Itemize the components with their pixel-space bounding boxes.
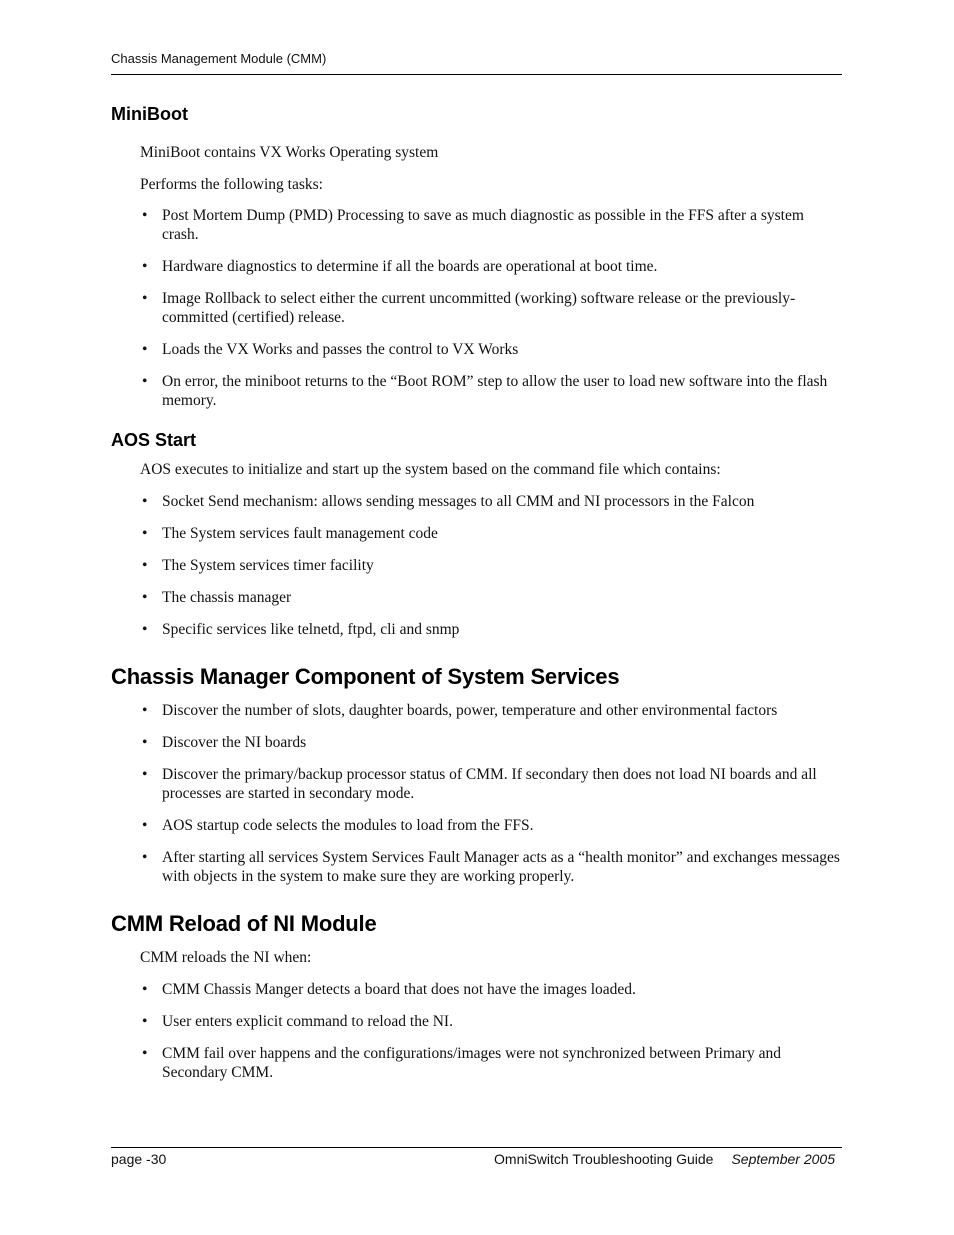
list-item-text: Discover the number of slots, daughter boards, power, temperature and other environmental factors [162, 702, 778, 719]
bullet-icon: • [142, 207, 148, 224]
bullet-icon: • [142, 258, 148, 275]
heading-aos-start: AOS Start [111, 430, 197, 450]
bullet-icon: • [142, 1045, 148, 1062]
list-item [111, 620, 842, 639]
list-item-text: CMM fail over happens and the configurations/images were not synchronized between Primary and Secondary CMM. [162, 1045, 781, 1081]
list-item-text: The System services timer facility [162, 557, 374, 574]
bullet-icon: • [142, 766, 148, 783]
section-chassis-manager [111, 664, 842, 886]
list-item-text: On error, the miniboot returns to the “Boot ROM” step to allow the user to load new software into the flash memory. [162, 373, 828, 409]
page-content [111, 104, 842, 1082]
list-item [111, 701, 842, 720]
heading-chassis-manager: Chassis Manager Component of System Services [111, 664, 620, 689]
list-item [111, 289, 842, 327]
bullet-icon: • [142, 557, 148, 574]
list-item [111, 1044, 842, 1082]
list-item-text: Socket Send mechanism: allows sending messages to all CMM and NI processors in the Falcon [162, 493, 755, 510]
page-number: page -30 [111, 1151, 167, 1167]
bullet-icon: • [142, 621, 148, 638]
list-item [111, 257, 842, 276]
list-item-text: User enters explicit command to reload the NI. [162, 1013, 453, 1030]
list-item [111, 556, 842, 575]
paragraph: MiniBoot contains VX Works Operating system [140, 144, 439, 161]
list-item-text: CMM Chassis Manger detects a board that does not have the images loaded. [162, 981, 636, 998]
publication-date: September 2005 [731, 1151, 835, 1167]
list-item-text: After starting all services System Services Fault Manager acts as a “health monitor” and exchanges messages with objects in the system to make sure they are working properly. [162, 849, 840, 885]
bullet-icon: • [142, 1013, 148, 1030]
list-item-text: AOS startup code selects the modules to load from the FFS. [162, 817, 534, 834]
list-item [111, 733, 842, 752]
footer-title [494, 1151, 835, 1167]
bullet-list [111, 980, 842, 1082]
bullet-icon: • [142, 290, 148, 307]
list-item [111, 1012, 842, 1031]
paragraph: CMM reloads the NI when: [140, 949, 312, 966]
list-item-text: Image Rollback to select either the current uncommitted (working) software release or the previously-committed (certified) release. [162, 290, 796, 326]
list-item [111, 340, 842, 359]
bullet-icon: • [142, 493, 148, 510]
bullet-icon: • [142, 734, 148, 751]
bullet-icon: • [142, 849, 148, 866]
heading-cmm-reload: CMM Reload of NI Module [111, 911, 377, 936]
list-item [111, 206, 842, 244]
footer-rule [111, 1147, 842, 1148]
list-item-text: Hardware diagnostics to determine if all the boards are operational at boot time. [162, 258, 658, 275]
list-item [111, 372, 842, 410]
paragraph: AOS executes to initialize and start up the system based on the command file which contains: [140, 461, 721, 478]
list-item-text: The System services fault management code [162, 525, 438, 542]
list-item [111, 980, 842, 999]
list-item [111, 848, 842, 886]
paragraph: Performs the following tasks: [140, 176, 323, 193]
bullet-list [111, 701, 842, 886]
section-miniboot [111, 104, 842, 410]
list-item [111, 524, 842, 543]
header-rule [111, 74, 842, 75]
list-item [111, 816, 842, 835]
bullet-icon: • [142, 702, 148, 719]
list-item-text: Discover the NI boards [162, 734, 307, 751]
bullet-list [111, 206, 842, 410]
list-item [111, 588, 842, 607]
list-item-text: Post Mortem Dump (PMD) Processing to save as much diagnostic as possible in the FFS after a system crash. [162, 207, 804, 243]
list-item-text: Discover the primary/backup processor status of CMM. If secondary then does not load NI boards and all processes are started in secondary mode. [162, 766, 817, 802]
list-item-text: Specific services like telnetd, ftpd, cli and snmp [162, 621, 460, 638]
bullet-icon: • [142, 817, 148, 834]
bullet-list [111, 492, 842, 639]
bullet-icon: • [142, 981, 148, 998]
running-head: Chassis Management Module (CMM) [111, 51, 327, 66]
section-cmm-reload [111, 911, 842, 1082]
section-aos-start [111, 430, 842, 639]
bullet-icon: • [142, 341, 148, 358]
guide-title: OmniSwitch Troubleshooting Guide [494, 1151, 714, 1167]
list-item-text: The chassis manager [162, 589, 292, 606]
bullet-icon: • [142, 525, 148, 542]
list-item [111, 765, 842, 803]
list-item [111, 492, 842, 511]
heading-miniboot: MiniBoot [111, 104, 188, 124]
bullet-icon: • [142, 589, 148, 606]
bullet-icon: • [142, 373, 148, 390]
list-item-text: Loads the VX Works and passes the control to VX Works [162, 341, 519, 358]
